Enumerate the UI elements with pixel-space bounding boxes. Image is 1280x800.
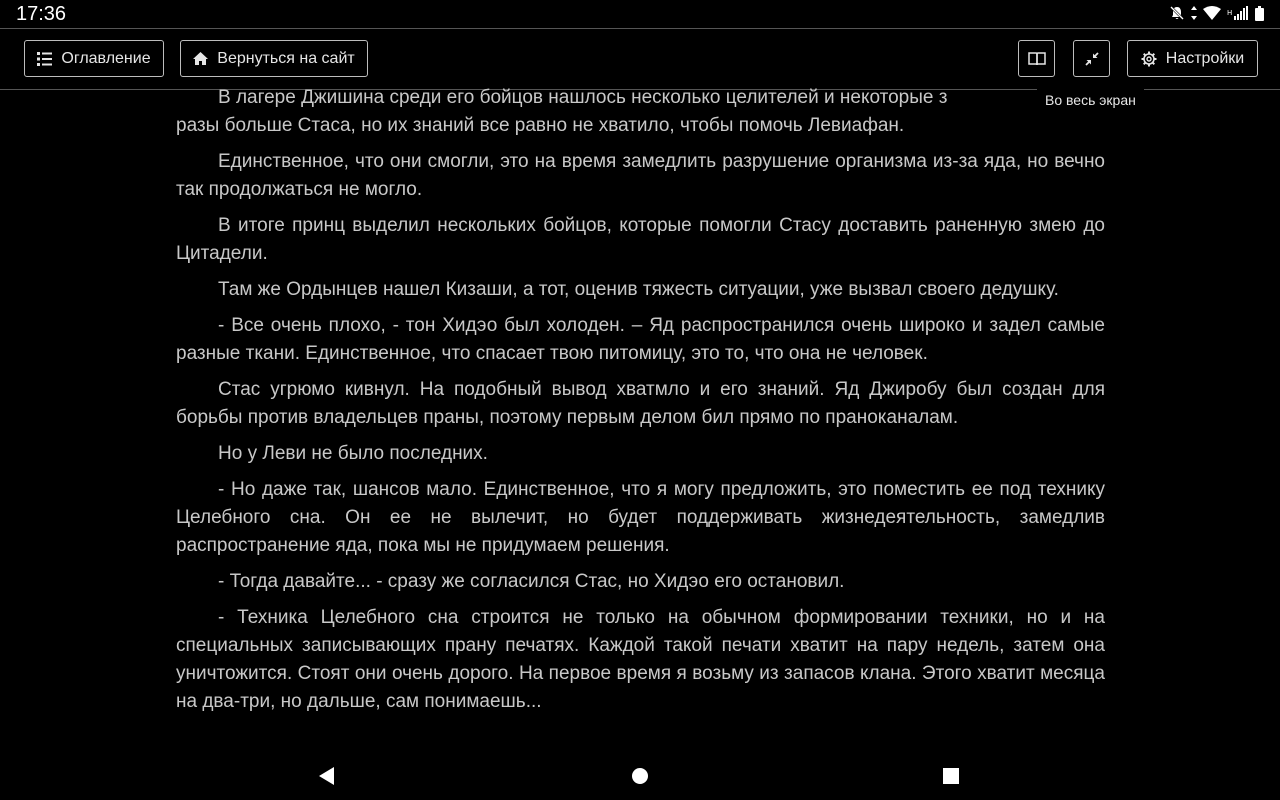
status-bar [0, 0, 1280, 28]
home-icon [193, 52, 208, 65]
signal-icon [1227, 6, 1249, 20]
paragraph: Стас угрюмо кивнул. На подобный вывод хватмло и его знаний. Яд Джиробу был создан для борьбы против владельцев праны, поэтому первым делом бил прямо по праноканалам. [176, 379, 1105, 428]
status-icons [1169, 5, 1264, 21]
wifi-icon [1203, 6, 1221, 20]
paragraph: - Все очень плохо, - тон Хидэо был холоден. – Яд распространился очень широко и задел самые разные ткани. Единственное, что спасает твою питомицу, это то, что она не человек. [176, 315, 1105, 364]
paragraph: - Но даже так, шансов мало. Единственное, что я могу предложить, это поместить ее под технику Целебного сна. Он ее не вылечит, но будет поддерживать жизнедеятельность, замедлив распространение яда, пока мы не придумаем решения. [176, 479, 1105, 556]
toc-button[interactable] [24, 40, 164, 77]
book-icon [1028, 52, 1046, 66]
svg-text:H: H [1227, 9, 1233, 17]
recents-square-icon[interactable] [937, 762, 965, 790]
home-circle-icon[interactable] [626, 762, 654, 790]
data-arrows-icon [1191, 6, 1197, 20]
paragraph: - Техника Целебного сна строится не только на обычном формировании техники, но и на специальных записывающих прану печатях. Каждой такой печати хватит на пару недель, затем она уничтожится. Стоят они очень дорого. На первое время я возьму из запасов клана. Этого хватит месяца на два-три, но дальше, сам понимаешь... [176, 607, 1105, 712]
fullscreen-tooltip: Во весь экран [1037, 87, 1144, 113]
paragraph: Там же Ордынцев нашел Кизаши, а тот, оценив тяжесть ситуации, уже вызвал своего дедушку. [218, 279, 1059, 300]
fullscreen-button[interactable] [1073, 40, 1110, 77]
notifications-off-icon [1169, 5, 1185, 21]
chapter-text [176, 84, 1105, 752]
settings-button[interactable] [1127, 40, 1258, 77]
paragraph: Но у Леви не было последних. [218, 443, 488, 464]
back-triangle-icon[interactable] [313, 762, 341, 790]
reader-mode-button[interactable] [1018, 40, 1055, 77]
back-to-site-button[interactable] [180, 40, 368, 77]
paragraph: - Тогда давайте... - сразу же согласился Стас, но Хидэо его остановил. [218, 571, 845, 592]
collapse-icon [1085, 52, 1099, 66]
battery-icon [1255, 6, 1264, 21]
system-nav-bar [0, 752, 1280, 800]
paragraph: Единственное, что они смогли, это на время замедлить разрушение организма из-за яда, но вечно так продолжаться не могло. [176, 151, 1105, 200]
settings-label: Настройки [1165, 49, 1245, 67]
back-to-site-label: Вернуться на сайт [217, 49, 355, 67]
status-time: 17:36 [16, 3, 67, 25]
gear-icon [1141, 51, 1157, 67]
list-icon [37, 52, 52, 66]
paragraph: разы больше Стаса, но их знаний все равно не хватило, чтобы помочь Левиафан. [176, 115, 905, 136]
reader-toolbar [0, 28, 1280, 90]
paragraph: В итоге принц выделил нескольких бойцов, которые помогли Стасу доставить раненную змею до Цитадели. [176, 215, 1105, 264]
paragraph: В лагере Джишина среди его бойцов нашлось несколько целителей и некоторые з [218, 87, 948, 108]
toc-label: Оглавление [61, 49, 151, 67]
